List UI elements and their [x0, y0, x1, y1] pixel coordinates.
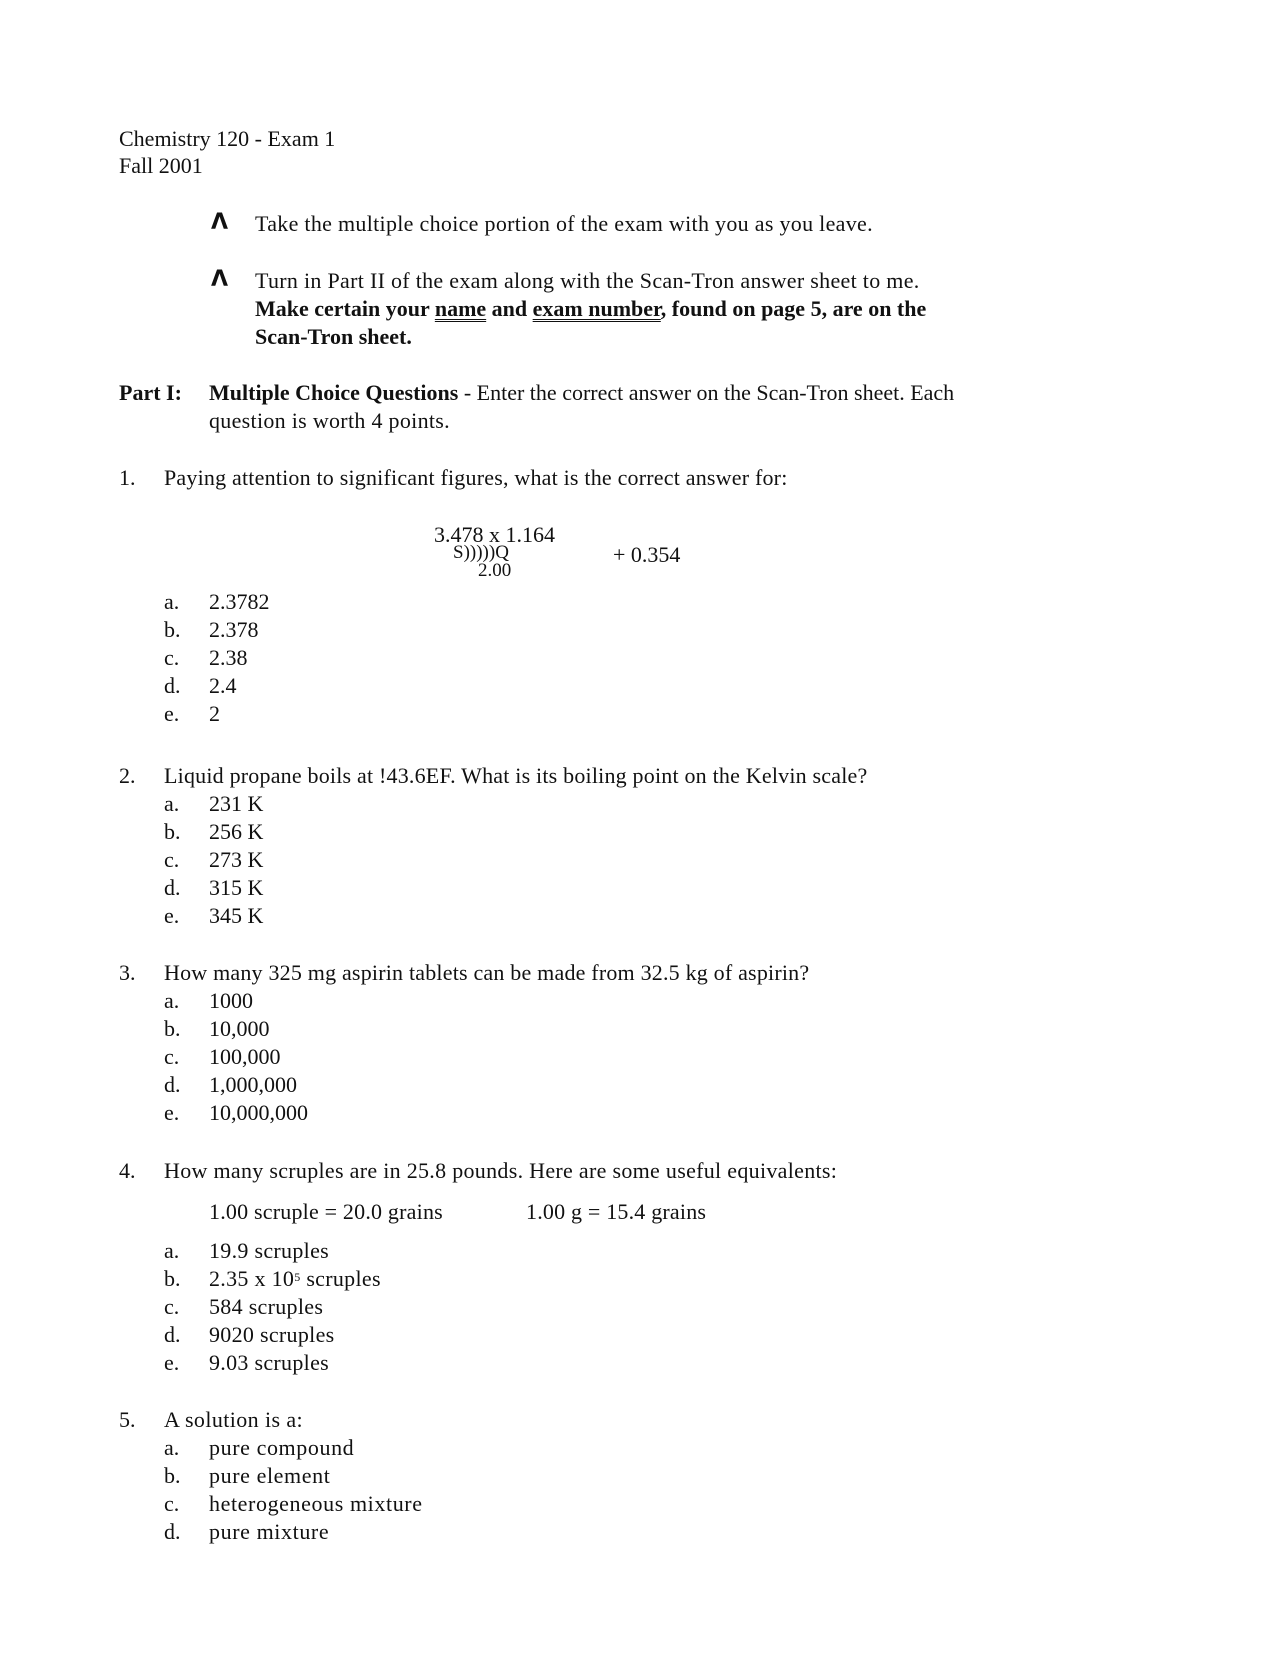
option-text-base: 2.35 x 10: [209, 1266, 295, 1291]
option-letter: b.: [164, 1266, 181, 1291]
option-letter: d.: [164, 1322, 181, 1347]
option-text: 1000: [209, 988, 253, 1013]
option-letter: c.: [164, 1044, 180, 1069]
question-number: 3.: [119, 960, 136, 985]
option-letter: d.: [164, 875, 181, 900]
option-text: 100,000: [209, 1044, 281, 1069]
emphasis-exam-number: exam number: [532, 296, 661, 321]
instruction-item-2-emphasis-cont: Scan-Tron sheet.: [255, 324, 412, 349]
option-letter: e.: [164, 903, 180, 928]
option-text: pure mixture: [209, 1519, 330, 1544]
question-text: Paying attention to significant figures, what is the correct answer for:: [164, 465, 788, 490]
question-number: 1.: [119, 465, 136, 490]
equivalent-gram: 1.00 g = 15.4 grains: [526, 1199, 707, 1224]
instruction-item-1: Take the multiple choice portion of the exam with you as you leave.: [255, 211, 873, 236]
option-text-exponent: 5: [294, 1270, 301, 1284]
option-letter: b.: [164, 1016, 181, 1041]
option-text: 2.38: [209, 645, 248, 670]
option-text: [209, 1265, 381, 1293]
option-text: 2.3782: [209, 589, 270, 614]
question-number: 4.: [119, 1158, 136, 1183]
emphasis-name: name: [434, 296, 487, 321]
option-text: 315 K: [209, 875, 264, 900]
instruction-item-2-emphasis: [255, 295, 926, 323]
expression-numerator: 3.478 x 1.164: [434, 522, 555, 547]
option-letter: b.: [164, 617, 181, 642]
option-letter: d.: [164, 673, 181, 698]
equivalent-scruple: 1.00 scruple = 20.0 grains: [209, 1199, 443, 1224]
question-text: Liquid propane boils at !43.6EF. What is its boiling point on the Kelvin scale?: [164, 763, 868, 788]
option-text: 10,000: [209, 1016, 270, 1041]
emphasis-text: and: [486, 296, 533, 321]
option-text: 2.378: [209, 617, 259, 642]
option-text: 10,000,000: [209, 1100, 308, 1125]
option-text: 231 K: [209, 791, 264, 816]
option-text: pure compound: [209, 1435, 355, 1460]
question-number: 2.: [119, 763, 136, 788]
part-description-cont: question is worth 4 points.: [209, 408, 450, 433]
option-letter: a.: [164, 988, 180, 1013]
option-text: 9.03 scruples: [209, 1350, 329, 1375]
exam-title: Chemistry 120 - Exam 1: [119, 126, 336, 151]
option-letter: c.: [164, 1491, 180, 1516]
bullet-icon: Λ: [211, 210, 229, 235]
option-letter: b.: [164, 819, 181, 844]
option-text: 9020 scruples: [209, 1322, 335, 1347]
option-letter: c.: [164, 1294, 180, 1319]
option-text: 19.9 scruples: [209, 1238, 329, 1263]
option-text: heterogeneous mixture: [209, 1491, 423, 1516]
option-letter: a.: [164, 1238, 180, 1263]
option-letter: c.: [164, 645, 180, 670]
option-letter: a.: [164, 791, 180, 816]
option-text: pure element: [209, 1463, 331, 1488]
option-text: 584 scruples: [209, 1294, 324, 1319]
expression-addend: + 0.354: [613, 542, 681, 567]
question-text: A solution is a:: [164, 1407, 304, 1432]
option-letter: e.: [164, 1350, 180, 1375]
bullet-icon: Λ: [211, 267, 229, 292]
part-label: Part I:: [119, 380, 182, 405]
option-letter: a.: [164, 1435, 180, 1460]
option-letter: c.: [164, 847, 180, 872]
part-heading: Multiple Choice Questions: [209, 380, 459, 405]
option-text: 2: [209, 701, 220, 726]
part-description: - Enter the correct answer on the Scan-Tron sheet. Each: [458, 380, 955, 405]
part-heading-line: [209, 379, 954, 407]
option-letter: b.: [164, 1463, 181, 1488]
option-letter: d.: [164, 1072, 181, 1097]
instruction-item-2: Turn in Part II of the exam along with the Scan-Tron answer sheet to me.: [255, 268, 920, 293]
question-text: How many scruples are in 25.8 pounds. Here are some useful equivalents:: [164, 1158, 838, 1183]
expression-fraction-bar: S)))))Q: [453, 542, 509, 563]
exam-term: Fall 2001: [119, 153, 203, 178]
option-text: 256 K: [209, 819, 264, 844]
option-text: 273 K: [209, 847, 264, 872]
question-text: How many 325 mg aspirin tablets can be made from 32.5 kg of aspirin?: [164, 960, 810, 985]
option-text-unit: scruples: [300, 1266, 381, 1291]
option-letter: d.: [164, 1519, 181, 1544]
emphasis-text: , found on page 5, are on the: [660, 296, 927, 321]
option-letter: e.: [164, 701, 180, 726]
option-text: 345 K: [209, 903, 264, 928]
question-number: 5.: [119, 1407, 136, 1432]
option-text: 1,000,000: [209, 1072, 297, 1097]
emphasis-text: Make certain your: [255, 296, 435, 321]
option-text: 2.4: [209, 673, 237, 698]
option-letter: a.: [164, 589, 180, 614]
expression-denominator: 2.00: [478, 560, 512, 581]
option-letter: e.: [164, 1100, 180, 1125]
